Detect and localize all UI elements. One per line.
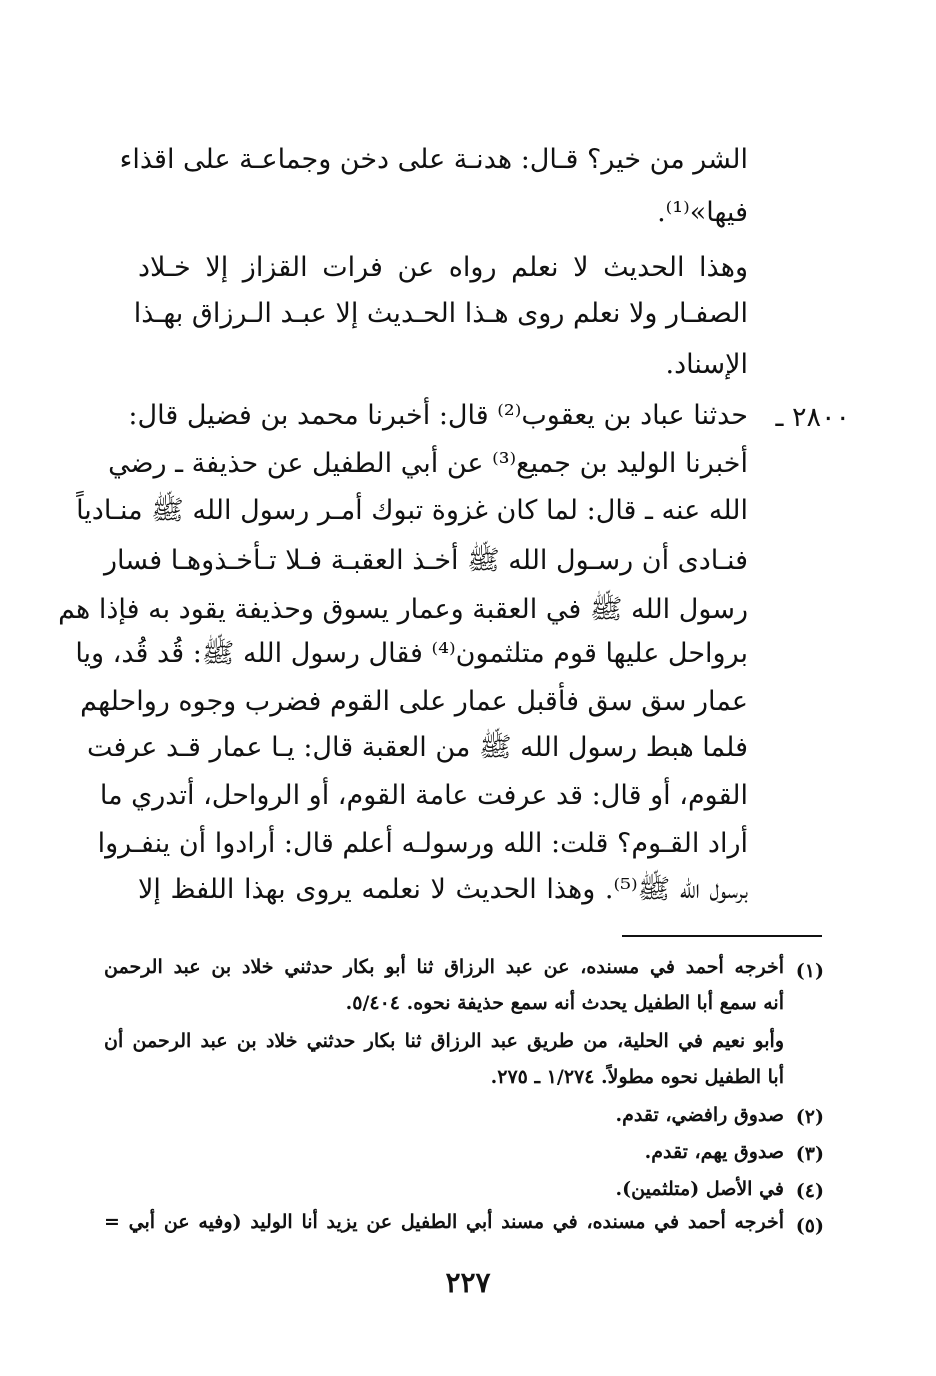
footnote-line: أخرجه أحمد في مسنده، عن عبد الرزاق ثنا أبو بكار حدثني خلاد بن عبد الرحمن	[104, 956, 784, 978]
body-line: الشر من خير؟ قـال: هدنـة على دخن وجماعـة على اقذاء	[119, 144, 748, 175]
body-line: فنـادى أن رسـول الله ﷺ أخـذ العقبـة فـلا تـأخـذوهـا فسار	[103, 545, 748, 576]
body-line: الصفـار ولا نعلم روى هـذا الحـديث إلا عبـد الـرزاق بهـذا	[133, 298, 748, 329]
footnote-line: أبا الطفيل نحوه مطولاً. ١/٢٧٤ ـ ٢٧٥.	[490, 1066, 784, 1088]
body-line: وهذا الحديث لا نعلم رواه عن فرات القزاز إلا خـلاد	[138, 252, 748, 283]
footnote-number: (٣)	[795, 1143, 824, 1165]
footnote-separator	[622, 935, 822, 937]
body-line: حدثنا عباد بن يعقوب⁽²⁾ قال: أخبرنا محمد بن فضيل قال:	[128, 400, 748, 431]
body-line: الله عنه ـ قال: لما كان غزوة تبوك أمـر رسول الله ﷺ منـادياً	[76, 495, 748, 526]
body-line: أخبرنا الوليد بن جميع⁽³⁾ عن أبي الطفيل عن حذيفة ـ رضي	[108, 448, 748, 479]
body-line: القوم، أو قال: قد عرفت عامة القوم، أو الرواحل، أتدري ما	[99, 780, 748, 811]
footnote-line: صدوق يهم، تقدم.	[644, 1141, 784, 1163]
body-line: فيها»⁽¹⁾.	[657, 197, 748, 228]
body-line: برواحل عليها قوم متلثمون⁽⁴⁾ فقال رسول الله ﷺ: قُد قُد، ويا	[75, 638, 748, 669]
footnote-line: صدوق رافضي، تقدم.	[615, 1104, 784, 1126]
footnote-line: أخرجه أحمد في مسنده، في مسند أبي الطفيل عن يزيد أنا الوليد (وفيه عن أبي =	[104, 1211, 784, 1233]
footnote-number: (١)	[795, 960, 824, 982]
footnote-line: أنه سمع أبا الطفيل يحدث أنه سمع حذيفة نحوه. ٥/٤٠٤.	[345, 992, 784, 1014]
body-line: أراد القـوم؟ قلت: الله ورسولـه أعلم قال: أرادوا أن ينفـروا	[97, 828, 748, 859]
footnote-number: (٥)	[795, 1215, 824, 1237]
footnote-line: في الأصل (متلثمين).	[615, 1178, 784, 1200]
body-line: رسول الله ﷺ في العقبة وعمار يسوق وحذيفة يقود به فإذا هم	[58, 594, 748, 625]
body-line: فلما هبط رسول الله ﷺ من العقبة قال: يـا عمار قـد عرفت	[86, 732, 748, 763]
body-line: برسول الله ﷺ⁽⁵⁾. وهذا الحديث لا نعلمه يروى بهذا اللفظ إلا	[138, 874, 748, 905]
hadith-number: ٢٨٠٠ ـ	[775, 402, 850, 433]
footnote-number: (٢)	[795, 1106, 824, 1128]
page-number: ٢٢٧	[445, 1266, 491, 1299]
body-line: الإسناد.	[665, 349, 748, 380]
footnote-number: (٤)	[795, 1180, 824, 1202]
footnote-line: وأبو نعيم في الحلية، من طريق عبد الرزاق ثنا بكار حدثني خلاد بن عبد الرحمن أن	[104, 1030, 784, 1052]
body-line: عمار سق سق فأقبل عمار على القوم فضرب وجوه رواحلهم	[80, 686, 748, 717]
